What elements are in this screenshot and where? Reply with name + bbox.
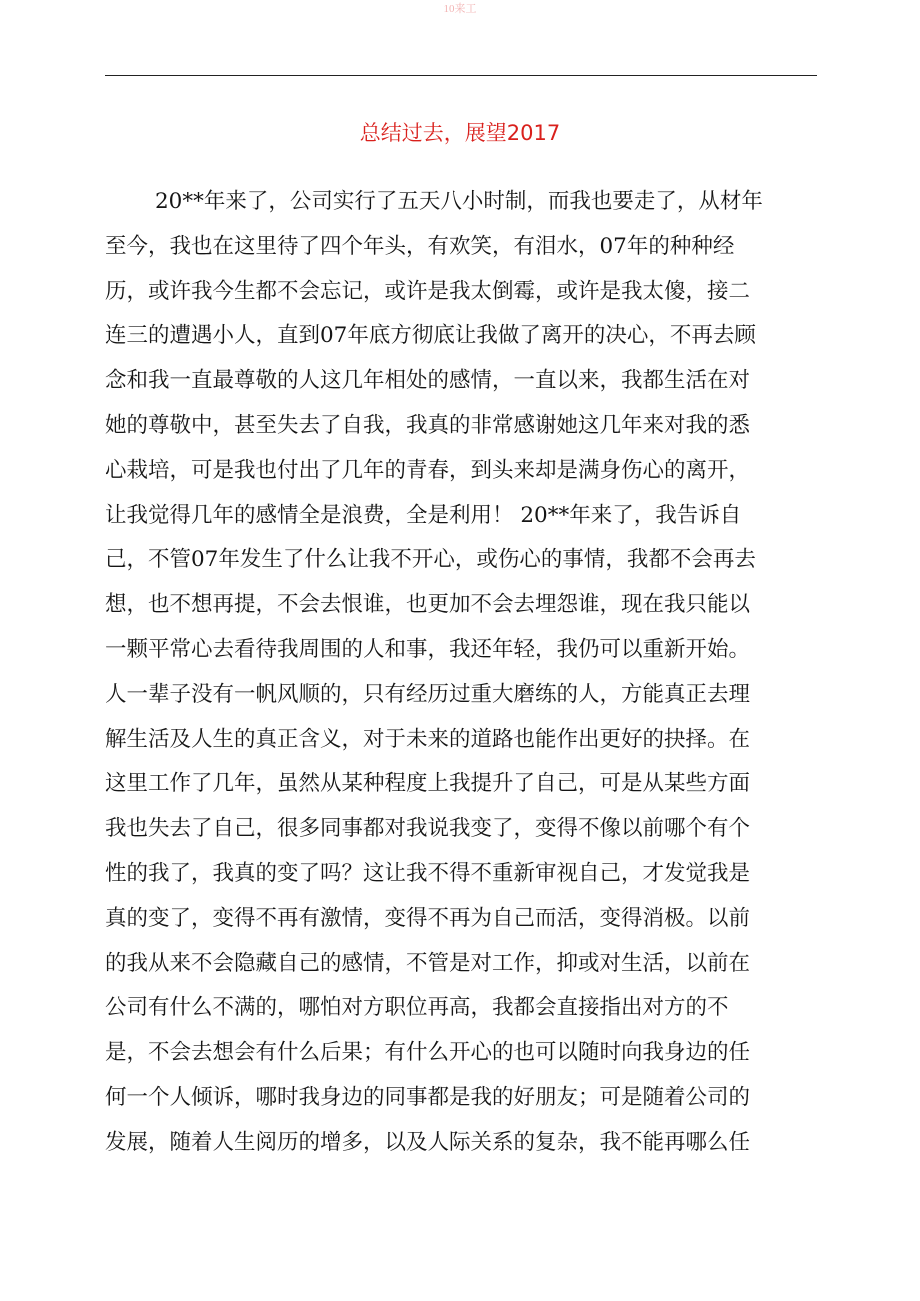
page-header-mark: 10来工	[443, 3, 477, 15]
body-line: 想，也不想再提，不会去恨谁，也更加不会去埋怨谁，现在我只能以	[105, 592, 751, 618]
document-title: 总结过去，展望2017	[359, 121, 561, 145]
body-line: 解生活及人生的真正含义，对于未来的道路也能作出更好的抉择。在	[105, 726, 751, 752]
body-line: 我也失去了自己，很多同事都对我说我变了，变得不像以前哪个有个	[105, 816, 751, 842]
body-line: 公司有什么不满的，哪怕对方职位再高，我都会直接指出对方的不	[105, 995, 729, 1021]
body-line: 是，不会去想会有什么后果；有什么开心的也可以随时向我身边的任	[105, 1040, 751, 1066]
body-line: 连三的遭遇小人，直到07年底方彻底让我做了离开的决心，不再去顾	[105, 323, 756, 349]
header-rule	[105, 75, 817, 76]
body-line: 这里工作了几年，虽然从某种程度上我提升了自己，可是从某些方面	[105, 771, 751, 797]
body-line: 发展，随着人生阅历的增多，以及人际关系的复杂，我不能再哪么任	[105, 1129, 751, 1155]
body-line: 一颗平常心去看待我周围的人和事，我还年轻，我仍可以重新开始。	[105, 636, 751, 662]
body-line: 至今，我也在这里待了四个年头，有欢笑，有泪水，07年的种种经	[105, 233, 735, 259]
body-line: 她的尊敬中，甚至失去了自我，我真的非常感谢她这几年来对我的悉	[105, 412, 751, 438]
body-line: 己，不管07年发生了什么让我不开心，或伤心的事情，我都不会再去	[105, 547, 756, 573]
body-line: 何一个人倾诉，哪时我身边的同事都是我的好朋友；可是随着公司的	[105, 1084, 751, 1110]
body-line: 的我从来不会隐藏自己的感情，不管是对工作，抑或对生活，以前在	[105, 950, 751, 976]
body-line: 念和我一直最尊敬的人这几年相处的感情，一直以来，我都生活在对	[105, 368, 751, 394]
body-line: 让我觉得几年的感情全是浪费，全是利用！ 20**年来了，我告诉自	[105, 502, 742, 528]
body-line: 人一辈子没有一帆风顺的，只有经历过重大磨练的人，方能真正去理	[105, 681, 751, 707]
document-body	[105, 180, 771, 1166]
body-line: 历，或许我今生都不会忘记，或许是我太倒霉，或许是我太傻，接二	[105, 278, 751, 304]
body-line: 真的变了，变得不再有激情，变得不再为自己而活，变得消极。以前	[105, 905, 751, 931]
body-line: 性的我了，我真的变了吗？这让我不得不重新审视自己，才发觉我是	[105, 860, 751, 886]
body-line: 20**年来了，公司实行了五天八小时制，而我也要走了，从材年	[155, 189, 763, 214]
body-line: 心栽培，可是我也付出了几年的青春，到头来却是满身伤心的离开，	[105, 457, 751, 483]
